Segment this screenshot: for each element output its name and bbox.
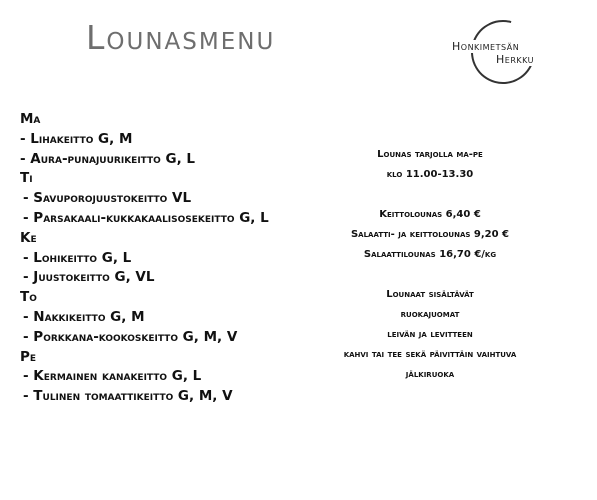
menu-item: - Aura-punajuurikeitto G, L	[20, 150, 196, 167]
day-heading-to: To	[20, 289, 37, 306]
price-line: Salaatti- ja keittolounas 9,20 €	[350, 229, 510, 240]
day-heading-pe: Pe	[20, 348, 37, 365]
serving-hours	[305, 145, 555, 185]
menu-item: - Tulinen tomaattikeitto G, M, V	[23, 388, 233, 405]
day-heading-ti: Ti	[20, 170, 33, 187]
day-heading-ma: Ma	[20, 111, 41, 127]
logo-text-line1: Honkimetsän	[452, 40, 520, 53]
lunch-includes	[305, 285, 555, 385]
day-heading-ke: Ke	[20, 229, 37, 246]
hours-line: klo 11.00-13.30	[386, 169, 474, 180]
menu-item: - Savuporojuustokeitto VL	[23, 190, 192, 207]
weekly-menu	[20, 110, 269, 407]
includes-line: kahvi tai tee sekä päivittäin vaihtuva	[343, 349, 517, 360]
includes-line: leivän ja levitteen	[387, 329, 473, 340]
price-line: Salaattilounas 16,70 €/kg	[363, 249, 497, 260]
menu-item: - Kermainen kanakeitto G, L	[23, 368, 202, 385]
page-title: Lounasmenu	[86, 18, 276, 57]
hours-line: Lounas tarjolla ma-pe	[377, 149, 483, 160]
includes-line: jälkiruoka	[405, 369, 455, 380]
menu-item: - Nakkikeitto G, M	[23, 308, 145, 325]
menu-item: - Lihakeitto G, M	[20, 130, 133, 147]
menu-item: - Juustokeitto G, VL	[23, 269, 155, 286]
menu-item: - Porkkana-kookoskeitto G, M, V	[23, 328, 238, 345]
menu-item: - Lohikeitto G, L	[23, 249, 132, 266]
menu-item: - Parsakaali-kukkakaalisosekeitto G, L	[23, 209, 269, 226]
includes-line: ruokajuomat	[400, 309, 460, 320]
price-line: Keittolounas 6,40 €	[379, 209, 481, 220]
includes-line: Lounaat sisältävät	[386, 289, 474, 300]
logo-text-line2: Herkku	[496, 53, 535, 66]
price-list	[305, 205, 555, 265]
logo	[446, 20, 566, 82]
